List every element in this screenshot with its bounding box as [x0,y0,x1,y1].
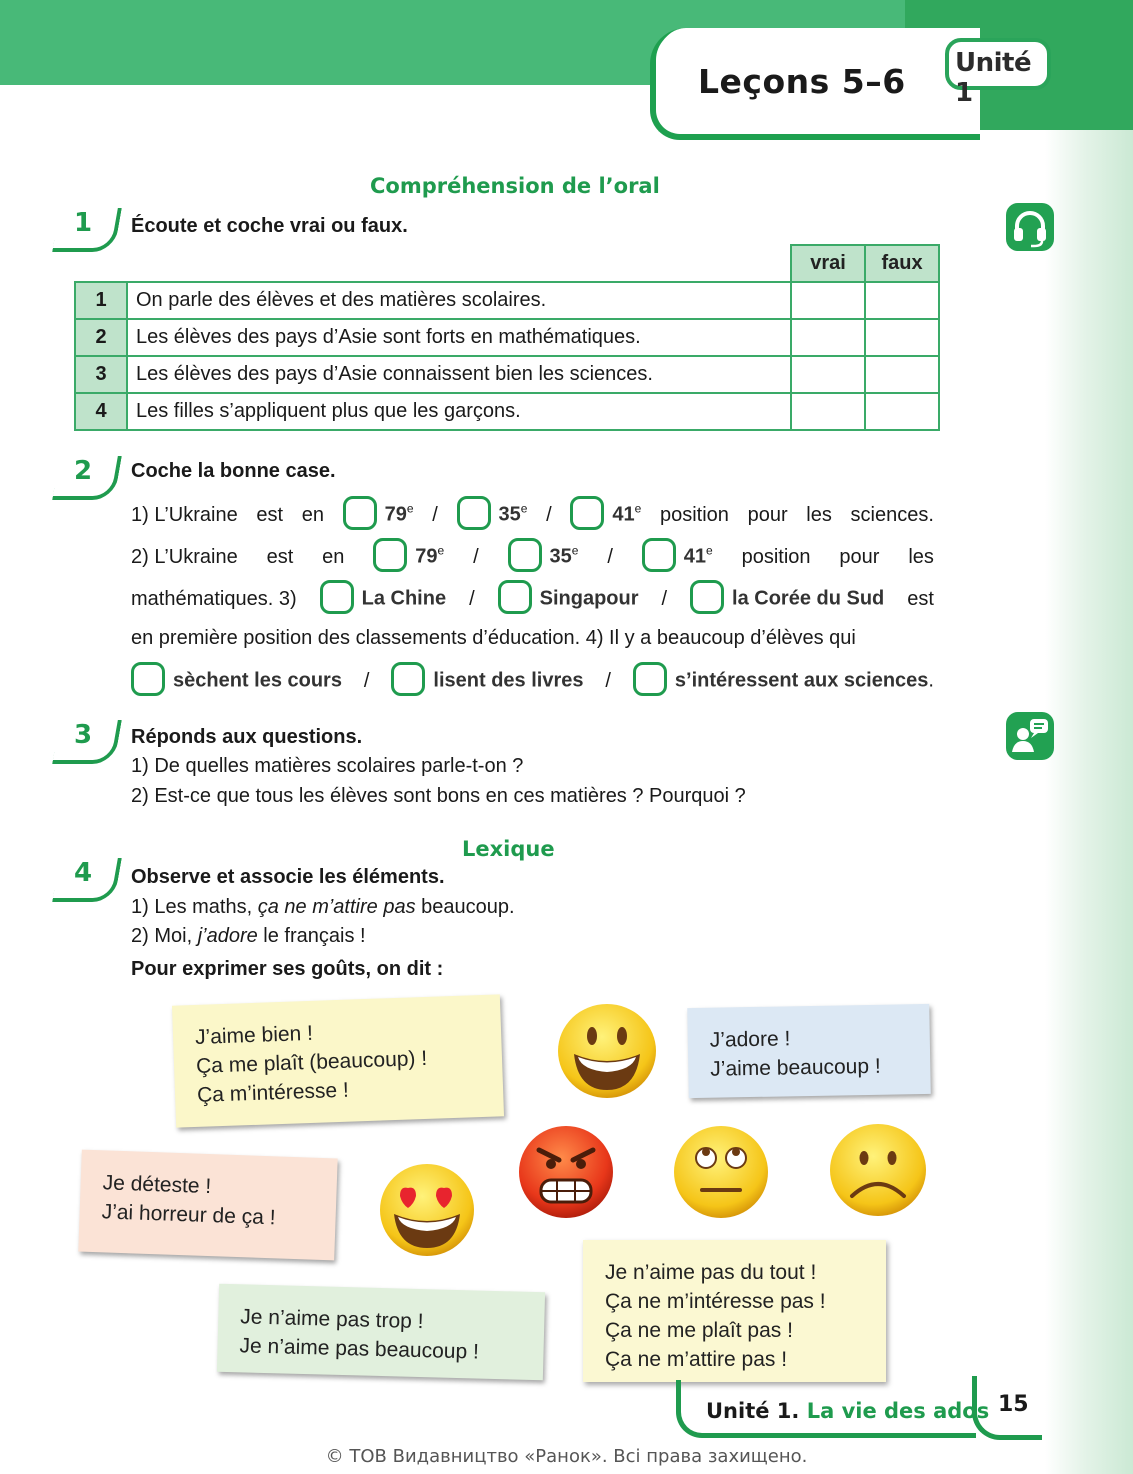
statement: On parle des élèves et des matières scolaires. [127,282,791,319]
question-2: 2) Est-ce que tous les élèves sont bons en ces matières ? Pourquoi ? [131,785,746,807]
faux-cell[interactable] [865,393,939,430]
tastes-heading: Pour exprimer ses goûts, on dit : [131,958,444,980]
exercise-2-line-2: 2) L’Ukraine est en 79e / 35e / 41e position pour les [131,536,934,578]
note-yellow: J’aime bien ! Ça me plaît (beaucoup) ! Ça m’intéresse ! [172,994,504,1127]
note-pink: Je déteste ! J’ai horreur de ça ! [78,1150,337,1261]
exercise-number-3 [56,720,118,764]
true-false-table [74,244,940,431]
col-faux: faux [865,245,939,282]
table-header [75,245,939,282]
checkbox-singapour[interactable] [498,580,532,614]
headphones-icon [1006,203,1054,251]
example-1: 1) Les maths, ça ne m’attire pas beaucoup. [131,896,515,918]
statement: Les élèves des pays d’Asie connaissent bien les sciences. [127,356,791,393]
row-number: 1 [75,282,127,319]
exercise-number-label: 3 [74,720,93,750]
grinning-face-icon [556,1002,658,1100]
footer-unit-title: Unité 1. La vie des ados [706,1399,990,1423]
vrai-cell[interactable] [791,393,865,430]
unit-badge [945,38,1051,108]
exercise-3-instruction: Réponds aux questions. [131,726,363,748]
vrai-cell[interactable] [791,356,865,393]
exercise-4-instruction: Observe et associe les éléments. [131,866,445,888]
checkbox-35[interactable] [508,538,542,572]
faux-cell[interactable] [865,319,939,356]
faux-cell[interactable] [865,282,939,319]
speaking-icon [1006,712,1054,760]
statement: Les élèves des pays d’Asie sont forts en mathématiques. [127,319,791,356]
vrai-cell[interactable] [791,319,865,356]
exercise-number-4 [56,858,118,902]
exercise-2-line-3: mathématiques. 3) La Chine / Singapour / la Corée du Sud est [131,578,934,620]
heart-eyes-face-icon [378,1162,476,1258]
exercise-number-2 [56,456,118,500]
checkbox-coree-du-sud[interactable] [690,580,724,614]
exercise-number-label: 1 [74,208,93,238]
checkbox-79[interactable] [343,496,377,530]
exercise-2-instruction: Coche la bonne case. [131,460,336,482]
example-2: 2) Moi, j’adore le français ! [131,925,366,947]
table-row [75,356,939,393]
faux-cell[interactable] [865,356,939,393]
unit-badge-label: Unité 1 [955,48,1032,108]
page-number: 15 [998,1392,1029,1417]
checkbox-sechent-les-cours[interactable] [131,662,165,696]
frowning-face-icon [828,1122,928,1218]
lessons-title: Leçons 5–6 [698,62,906,101]
col-vrai: vrai [791,245,865,282]
sidebar-gradient [1045,0,1133,1474]
checkbox-79[interactable] [373,538,407,572]
checkbox-lisent-des-livres[interactable] [391,662,425,696]
row-number: 3 [75,356,127,393]
vrai-cell[interactable] [791,282,865,319]
copyright: © ТОВ Видавництво «Ранок». Всі права захищено. [325,1446,808,1467]
statement: Les filles s’appliquent plus que les garçons. [127,393,791,430]
row-number: 4 [75,393,127,430]
note-cream: Je n’aime pas du tout ! Ça ne m’intéresse pas ! Ça ne me plaît pas ! Ça ne m’attire pas ! [583,1240,886,1382]
checkbox-la-chine[interactable] [320,580,354,614]
note-green: Je n’aime pas trop ! Je n’aime pas beaucoup ! [217,1284,545,1381]
exercise-2-line-1: 1) L’Ukraine est en 79e / 35e / 41e position pour les sciences. [131,494,934,536]
eye-roll-face-icon [672,1124,770,1220]
section-title-oral: Compréhension de l’oral [370,174,660,198]
table-row [75,319,939,356]
checkbox-sinteressent-aux-sciences[interactable] [633,662,667,696]
exercise-number-label: 2 [74,456,93,486]
exercise-number-label: 4 [74,858,93,888]
section-title-lexique: Lexique [462,837,555,861]
note-blue: J’adore ! J’aime beaucoup ! [687,1004,931,1098]
exercise-2-line-4: en première position des classements d’éducation. 4) Il y a beaucoup d’élèves qui [131,627,856,649]
row-number: 2 [75,319,127,356]
checkbox-41[interactable] [570,496,604,530]
angry-face-icon [517,1124,615,1220]
checkbox-41[interactable] [642,538,676,572]
table-row [75,282,939,319]
question-1: 1) De quelles matières scolaires parle-t-on ? [131,755,524,777]
exercise-2-line-5: sèchent les cours / lisent des livres / s’intéressent aux sciences. [131,660,934,702]
table-row [75,393,939,430]
checkbox-35[interactable] [457,496,491,530]
exercise-1-instruction: Écoute et coche vrai ou faux. [131,215,408,237]
